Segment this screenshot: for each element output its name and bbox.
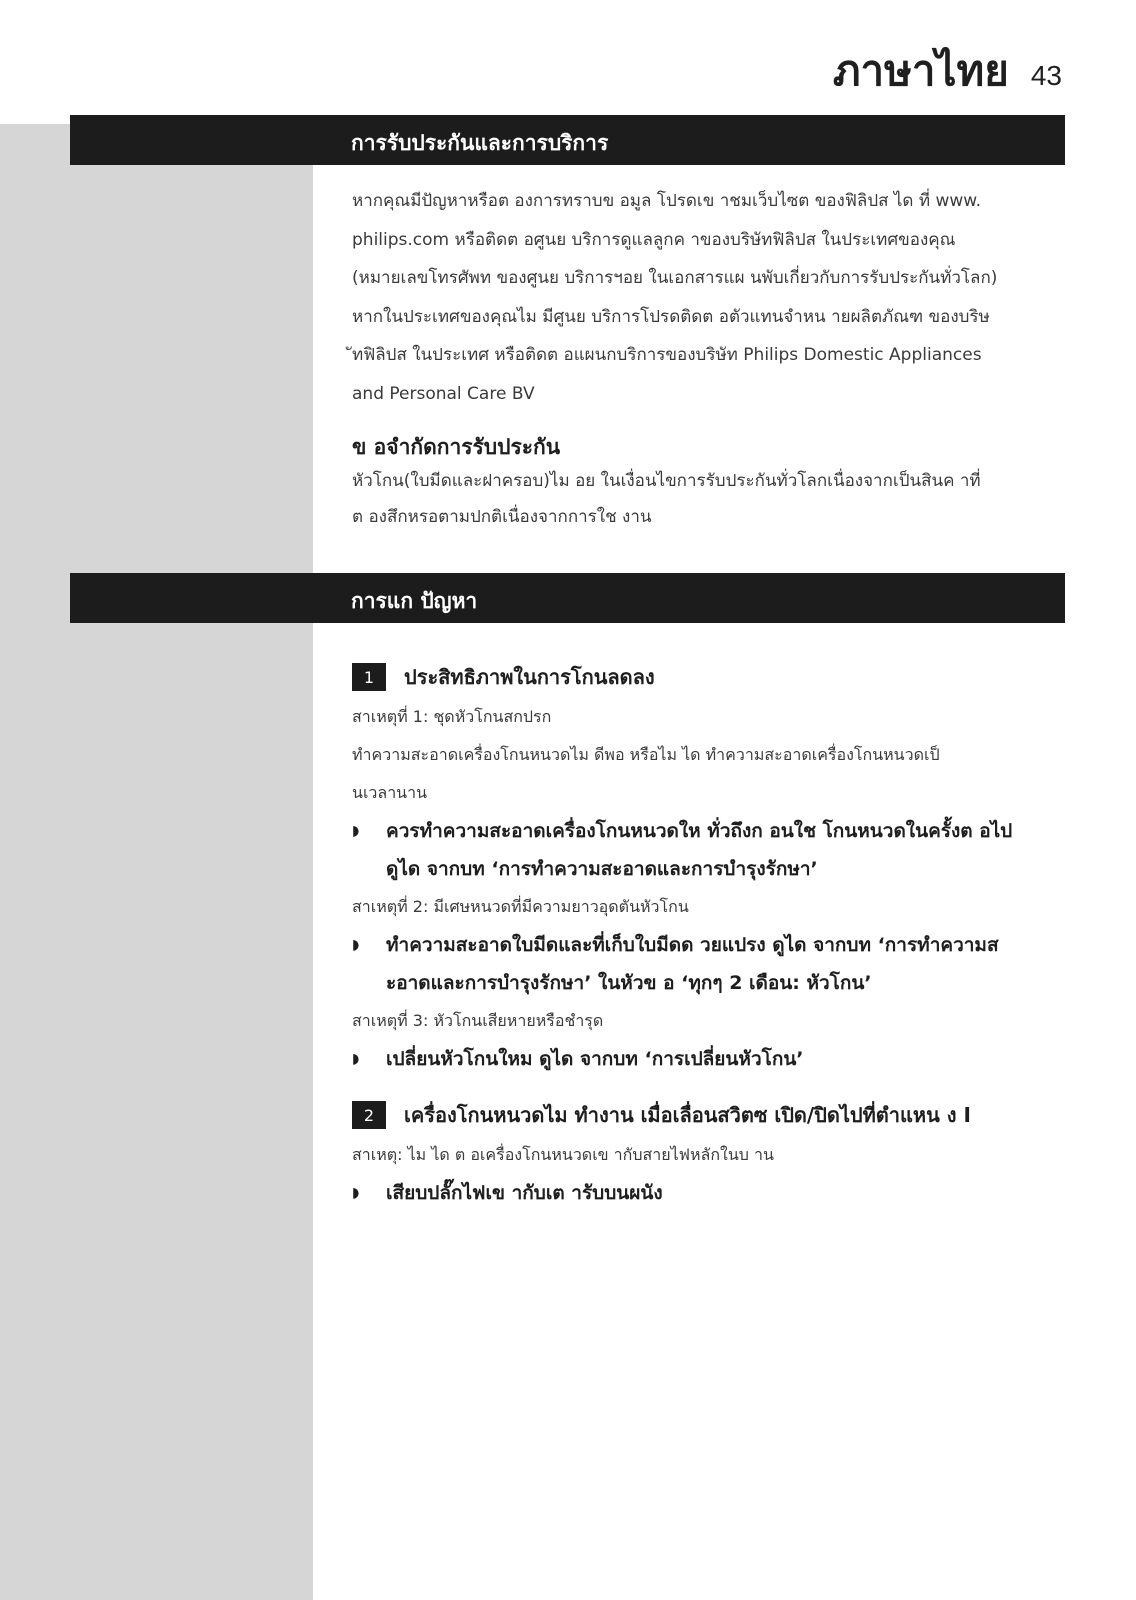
- remedy-item: [352, 1040, 1068, 1078]
- cause-text: สาเหตุที่ 2: มีเศษหนวดที่มีความยาวอุดตันหัวโกน: [352, 897, 689, 916]
- remedy-text: [370, 1174, 663, 1212]
- remedy-item: [352, 1174, 1068, 1212]
- bullet-arrow-icon: ◗: [352, 823, 360, 839]
- text-line: philips.com หรือติดต อศูนย บริการดูแลลูกค าของบริษัทฟิลิปส ในประเทศของคุณ: [352, 229, 956, 250]
- issue-title: ประสิทธิภาพในการโกนลดลง: [404, 665, 655, 689]
- remedy-text: [370, 1040, 804, 1078]
- cause-text: สาเหตุที่ 1: ชุดหัวโกนสกปรก: [352, 707, 552, 726]
- issue-number-badge: 2: [352, 1101, 386, 1129]
- text-line: เสียบปลั๊กไฟเข ากับเต ารับบนผนัง: [386, 1182, 663, 1204]
- text-line: เปลี่ยนหัวโกนใหม ดูได จากบท ‘การเปลี่ยนหัวโกน’: [386, 1048, 804, 1070]
- text-line: ต องสึกหรอตามปกติเนื่องจากการใช งาน: [352, 507, 652, 527]
- text-line: หากในประเทศของคุณไม มีศูนย บริการโปรดติดต อตัวแทนจำหน ายผลิตภัณฑ ของบริษ: [352, 306, 990, 327]
- text-line: หากคุณมีปัญหาหรือต องการทราบข อมูล โปรดเข าชมเว็บไซต ของฟิลิปส ได ที่ www.: [352, 191, 982, 211]
- text-line: ดูได จากบท ‘การทำความสะอาดและการบำรุงรักษา’: [386, 858, 818, 880]
- text-line: and Personal Care BV: [352, 383, 535, 404]
- page-number: 43: [1030, 60, 1062, 91]
- bullet-arrow-icon: ◗: [352, 937, 360, 953]
- issue-number-badge: 1: [352, 663, 386, 691]
- remedy-item: [352, 926, 1068, 1002]
- issue-title: เครื่องโกนหนวดไม ทำงาน เมื่อเลื่อนสวิตซ เปิด/ปิดไปที่ตำแหน ง I: [404, 1103, 971, 1127]
- page-language-title: ภาษาไทย: [832, 46, 1009, 95]
- bullet-arrow-icon: ◗: [352, 1051, 360, 1067]
- text-line: ควรทำความสะอาดเครื่องโกนหนวดให ทั่วถึงก อนใช โกนหนวดในครั้งต อไป: [386, 820, 1013, 842]
- cause-detail: [352, 736, 1068, 812]
- text-line: หัวโกน(ใบมีดและฝาครอบ)ไม อย ในเงื่อนไขการรับประกันทั่วโลกเนื่องจากเป็นสินค าที่: [352, 471, 981, 491]
- cause-text: สาเหตุที่ 3: หัวโกนเสียหายหรือชำรุด: [352, 1011, 604, 1030]
- text-line: ทำความสะอาดใบมีดและที่เก็บใบมีดด วยแปรง ดูได จากบท ‘การทำความส: [386, 934, 999, 956]
- remedy-text: [370, 926, 999, 1002]
- cause-text: สาเหตุ: ไม ได ต อเครื่องโกนหนวดเข ากับสายไฟหลักในบ าน: [352, 1145, 774, 1164]
- text-line: ทำความสะอาดเครื่องโกนหนวดไม ดีพอ หรือไม ได ทำความสะอาดเครื่องโกนหนวดเป็: [352, 745, 940, 764]
- remedy-text: [370, 812, 1012, 888]
- troubleshooting-content: [352, 660, 1068, 1212]
- text-line: ะอาดและการบำรุงรักษา’ ในหัวข อ ‘ทุกๆ 2 เดือน: หัวโกน’: [386, 972, 872, 994]
- page-header: [833, 38, 1062, 104]
- text-line: นเวลานาน: [352, 783, 428, 802]
- warranty-content: [352, 182, 1068, 535]
- section-header-warranty: [70, 115, 1065, 165]
- text-line: (หมายเลขโทรศัพท ของศูนย บริการฯอย ในเอกสารแผ นพับเกี่ยวกับการรับประกันทั่วโลก): [352, 268, 998, 288]
- warranty-paragraph: [352, 182, 1068, 413]
- text-line: ัทฟิลิปส ในประเทศ หรือติดต อแผนกบริการของบริษัท Philips Domestic Appliances: [352, 345, 982, 365]
- issue-2-header: [352, 1098, 1068, 1132]
- grey-sidebar: [0, 124, 313, 1600]
- bullet-arrow-icon: ◗: [352, 1185, 360, 1201]
- section-header-troubleshooting: [70, 573, 1065, 623]
- restrictions-heading: ข อจำกัดการรับประกัน: [352, 435, 561, 459]
- section-title-troubleshooting: การแก ปัญหา: [351, 589, 478, 613]
- remedy-item: [352, 812, 1068, 888]
- restrictions-paragraph: [352, 463, 1068, 535]
- section-title-warranty: การรับประกันและการบริการ: [351, 131, 609, 155]
- issue-1-header: [352, 660, 1068, 694]
